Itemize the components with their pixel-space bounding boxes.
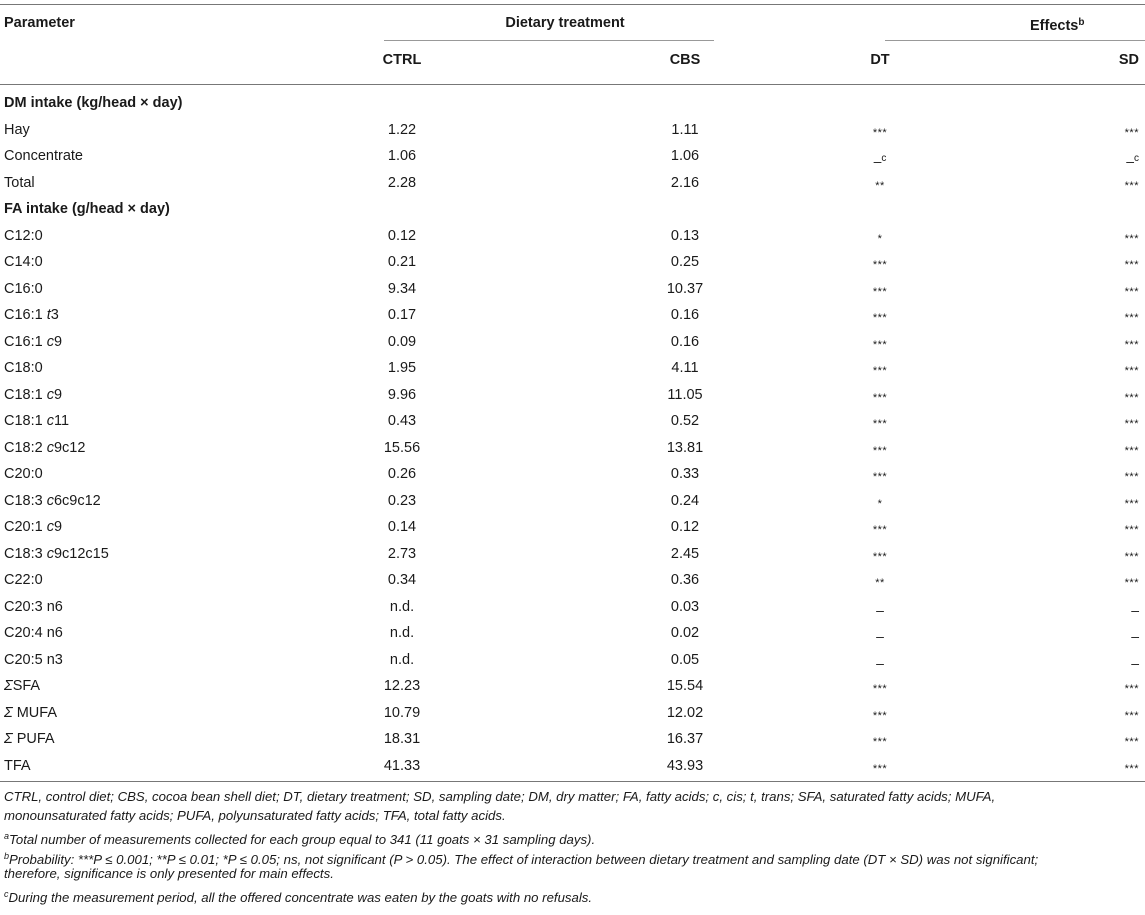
param-text: C18:2 [4, 439, 47, 456]
footnote-text: CTRL, control diet; CBS, cocoa bean shell diet; DT, dietary treatment; SD, sampling date; DM, dry matter; FA, fatty acids; c, cis; t, trans; SFA, saturated fatty acids; MUFA, [4, 789, 996, 804]
ctrl-value: 2.28 [387, 174, 417, 191]
dt-effect-value: *** [872, 683, 888, 695]
ctrl-value: 15.56 [383, 439, 421, 456]
row-parameter [4, 121, 30, 139]
ctrl-value: 0.17 [387, 307, 417, 323]
footnote-marker: a [4, 830, 10, 841]
row-parameter [4, 518, 62, 536]
sd-effect-value: *** [1124, 762, 1139, 775]
row-parameter [4, 624, 63, 642]
sd-effect-value: *** [1124, 126, 1139, 139]
dt-effect [820, 361, 940, 379]
param-text: C18:1 [4, 386, 47, 403]
param-text: C20:1 [4, 519, 47, 535]
ctrl-value: 0.26 [387, 466, 417, 482]
dt-effect [820, 255, 940, 273]
ctrl-value: n.d. [389, 625, 415, 641]
param-italic: c [46, 413, 54, 429]
sd-effect-value: *** [1124, 524, 1139, 536]
param-suffix: 9 [53, 333, 63, 350]
sd-effect [1059, 467, 1139, 485]
dt-effect [820, 706, 940, 724]
param-italic: Σ [4, 704, 13, 721]
footnote-text: monounsaturated fatty acids; PUFA, polyunsaturated fatty acids; TFA, total fatty acids. [4, 807, 506, 823]
row-parameter [4, 386, 62, 404]
sd-effect [1059, 494, 1139, 512]
param-italic: c [46, 333, 54, 350]
param-text: C18:3 [4, 492, 47, 509]
dt-effect [820, 414, 940, 432]
sd-effect-value: *** [1124, 338, 1139, 351]
dt-effect-value: *** [872, 762, 888, 775]
cbs-value: 0.16 [670, 333, 700, 350]
sd-effect-value: *** [1124, 471, 1139, 483]
param-text: C22:0 [4, 572, 43, 588]
dt-effect [820, 388, 940, 406]
param-text: Hay [4, 121, 30, 138]
dt-effect [820, 123, 940, 141]
dt-effect [820, 150, 940, 171]
footnote-text: Total number of measurements collected for each group equal to 341 (11 goats × 31 sampling days). [9, 831, 596, 847]
footnote-line [4, 789, 995, 806]
sd-effect [1059, 229, 1139, 247]
param-italic: c [46, 519, 54, 535]
param-text: C18:3 [4, 545, 47, 562]
param-text: C16:1 [4, 333, 47, 350]
ctrl-value: 0.14 [387, 519, 417, 535]
dt-effect-value: – [873, 153, 882, 169]
param-italic: c [46, 386, 54, 403]
ctrl-value: 0.34 [387, 572, 417, 588]
sd-effect [1059, 627, 1139, 646]
footnote-text: Probability: ***P ≤ 0.001; **P ≤ 0.01; *P ≤ 0.05; ns, not significant (P > 0.05). The effect of interaction between dietary treatment and sampling date (DT × SD) was not significant; [9, 851, 1039, 867]
ctrl-value: 12.23 [383, 678, 421, 694]
footnote-line [4, 848, 1038, 869]
cbs-value: 15.54 [666, 678, 704, 694]
row-parameter [4, 571, 43, 589]
row-parameter [4, 704, 57, 722]
footnote-line [4, 866, 334, 883]
sd-effect [1059, 150, 1139, 171]
cbs-value: 1.11 [671, 121, 699, 138]
row-parameter [4, 492, 101, 510]
cbs-value: 11.05 [667, 386, 703, 403]
ctrl-value: 9.96 [387, 386, 417, 403]
header-ctrl: CTRL [382, 52, 422, 68]
dt-effect-value: *** [872, 259, 888, 271]
param-text: C14:0 [4, 254, 43, 270]
param-text: C18:0 [4, 360, 43, 376]
dt-effect-value: *** [872, 471, 888, 483]
cbs-value: 0.12 [670, 519, 700, 535]
footnote-marker: c [4, 889, 9, 899]
dt-effect-sup: c [881, 153, 887, 164]
param-text: C20:5 n3 [4, 651, 63, 668]
header-cbs: CBS [669, 52, 701, 68]
param-suffix: 9 [53, 519, 63, 535]
sd-effect-value: *** [1124, 709, 1139, 722]
effects-rule [885, 40, 1145, 41]
sd-effect-sup: c [1134, 153, 1139, 164]
sd-effect [1059, 732, 1139, 750]
sd-effect [1059, 520, 1139, 538]
cbs-value: 0.16 [670, 307, 700, 323]
header-effects-label: Effects [1030, 18, 1079, 34]
row-parameter [4, 280, 43, 298]
param-suffix: PUFA [12, 731, 55, 747]
sd-effect [1059, 573, 1139, 591]
header-dietary-treatment: Dietary treatment [505, 15, 625, 31]
ctrl-value: 2.73 [387, 545, 417, 562]
param-italic: t [46, 307, 51, 323]
dt-effect-value: *** [872, 524, 888, 536]
row-parameter [4, 147, 83, 165]
footnote-marker: b [4, 850, 10, 861]
footnote-text: therefore, significance is only presented for main effects. [4, 866, 334, 881]
dt-effect-value: *** [872, 338, 888, 351]
param-text: Total [4, 174, 35, 191]
footnote-line [4, 886, 592, 907]
cbs-value: 13.81 [666, 439, 704, 456]
param-suffix: 9c12c15 [53, 545, 109, 562]
row-parameter [4, 359, 43, 377]
dt-effect [820, 441, 940, 459]
param-italic: Σ [4, 731, 13, 747]
dt-effect [820, 520, 940, 538]
ctrl-value: 0.12 [387, 227, 417, 244]
dt-effect-value: *** [872, 736, 888, 748]
row-parameter [4, 598, 63, 616]
cbs-value: 0.05 [670, 651, 700, 668]
sd-effect-value: – [1126, 153, 1134, 169]
dt-effect [820, 308, 940, 326]
sd-effect-value: *** [1124, 577, 1139, 589]
dietary-treatment-rule [384, 40, 714, 41]
sd-effect [1059, 282, 1139, 300]
header-effects-sup: b [1078, 17, 1085, 28]
sd-effect-value: *** [1124, 312, 1139, 324]
param-suffix: 3 [50, 307, 59, 323]
dt-effect [820, 732, 940, 750]
cbs-value: 16.37 [666, 731, 704, 747]
param-text: C12:0 [4, 227, 43, 244]
row-parameter [4, 730, 55, 748]
row-parameter [4, 465, 43, 483]
sd-effect-value: – [1131, 654, 1139, 671]
header-dt: DT [870, 52, 890, 68]
sd-effect-value: *** [1124, 259, 1139, 271]
dt-effect [820, 229, 940, 247]
dt-effect [820, 467, 940, 485]
param-text: C20:4 n6 [4, 625, 63, 641]
dt-effect-value: *** [872, 391, 888, 404]
row-parameter [4, 757, 31, 775]
param-suffix: 9c12 [53, 439, 86, 456]
dt-effect [820, 601, 940, 620]
sd-effect-value: *** [1124, 550, 1139, 563]
ctrl-value: 1.06 [387, 148, 417, 164]
param-text: C16:1 [4, 307, 47, 323]
sd-effect [1059, 123, 1139, 141]
table-bottom-rule [0, 781, 1145, 782]
sd-effect-value: *** [1124, 497, 1139, 510]
dt-effect [820, 759, 940, 777]
ctrl-value: 1.22 [387, 121, 417, 138]
sd-effect [1059, 654, 1139, 673]
header-sd: SD [1118, 52, 1139, 68]
param-suffix: SFA [12, 678, 41, 694]
dt-effect-value: *** [872, 550, 888, 563]
cbs-value: 12.02 [666, 704, 704, 721]
param-suffix: 11 [53, 413, 70, 429]
dt-effect-value: *** [872, 418, 888, 430]
dt-effect-value: ** [875, 179, 885, 192]
dt-effect-value: *** [872, 126, 888, 139]
sd-effect [1059, 335, 1139, 353]
section-title: DM intake (kg/head × day) [4, 95, 183, 111]
ctrl-value: n.d. [389, 598, 415, 615]
param-text: C20:3 n6 [4, 598, 63, 615]
header-effects [1030, 14, 1145, 35]
param-suffix: 6c9c12 [53, 492, 101, 509]
footnote-line [4, 808, 506, 825]
param-italic: c [46, 439, 54, 456]
sd-effect-value: *** [1124, 418, 1139, 430]
row-parameter [4, 306, 59, 324]
sd-effect [1059, 388, 1139, 406]
dt-effect-value: *** [872, 709, 888, 722]
sd-effect [1059, 176, 1139, 194]
footnote-line [4, 828, 595, 849]
header-parameter: Parameter [4, 15, 75, 31]
param-text: C20:0 [4, 466, 43, 482]
dt-effect-value: – [876, 601, 884, 618]
sd-effect [1059, 547, 1139, 565]
sd-effect-value: *** [1124, 683, 1139, 695]
cbs-value: 0.24 [670, 492, 700, 509]
sd-effect [1059, 361, 1139, 379]
param-italic: c [46, 545, 54, 562]
dt-effect-value: *** [872, 312, 888, 324]
param-suffix: MUFA [12, 704, 58, 721]
dt-effect-value: – [876, 628, 884, 644]
dt-effect-value: * [877, 497, 883, 510]
dt-effect [820, 679, 940, 697]
row-parameter [4, 174, 35, 192]
param-text: C18:1 [4, 413, 47, 429]
dt-effect [820, 282, 940, 300]
sd-effect-value: *** [1124, 232, 1139, 245]
cbs-value: 2.45 [670, 545, 700, 562]
dt-effect [820, 573, 940, 591]
cbs-value: 0.36 [670, 572, 700, 588]
dt-effect-value: ** [875, 577, 885, 589]
cbs-value: 10.37 [666, 280, 704, 297]
cbs-value: 0.52 [670, 413, 700, 429]
sd-effect [1059, 441, 1139, 459]
ctrl-value: 0.43 [387, 413, 417, 429]
ctrl-value: 10.79 [383, 704, 421, 721]
sd-effect-value: – [1131, 628, 1139, 644]
sd-effect-value: *** [1124, 285, 1139, 298]
cbs-value: 4.11 [671, 360, 699, 376]
ctrl-value: 9.34 [387, 280, 417, 297]
ctrl-value: 0.23 [387, 492, 417, 509]
sd-effect [1059, 414, 1139, 432]
dt-effect-value: *** [872, 444, 888, 457]
dt-effect [820, 494, 940, 512]
param-italic: c [46, 492, 54, 509]
cbs-value: 0.25 [670, 254, 700, 270]
sd-effect [1059, 759, 1139, 777]
row-parameter [4, 677, 40, 695]
ctrl-value: 0.09 [387, 333, 417, 350]
sd-effect [1059, 308, 1139, 326]
row-parameter [4, 412, 69, 430]
dt-effect-value: *** [872, 285, 888, 298]
sd-effect [1059, 679, 1139, 697]
footnote-text: During the measurement period, all the offered concentrate was eaten by the goats with no refusals. [8, 890, 593, 905]
dt-effect [820, 654, 940, 673]
cbs-value: 0.13 [670, 227, 700, 244]
sd-effect-value: *** [1124, 391, 1139, 404]
ctrl-value: 0.21 [387, 254, 417, 270]
sd-effect-value: – [1131, 601, 1139, 618]
sd-effect-value: *** [1124, 365, 1139, 377]
section-title: FA intake (g/head × day) [4, 201, 170, 217]
sd-effect [1059, 255, 1139, 273]
param-text: Concentrate [4, 148, 83, 164]
row-parameter [4, 333, 62, 351]
param-text: TFA [4, 757, 31, 774]
row-parameter [4, 545, 109, 563]
cbs-value: 0.02 [670, 625, 700, 641]
dt-effect [820, 547, 940, 565]
sd-effect [1059, 601, 1139, 620]
cbs-value: 43.93 [666, 757, 704, 774]
dt-effect [820, 335, 940, 353]
ctrl-value: 1.95 [387, 360, 417, 376]
cbs-value: 0.33 [670, 466, 700, 482]
sd-effect-value: *** [1124, 736, 1139, 748]
sd-effect [1059, 706, 1139, 724]
cbs-value: 0.03 [670, 598, 700, 615]
row-parameter [4, 439, 85, 457]
row-parameter [4, 227, 43, 245]
header-bottom-rule [0, 84, 1145, 85]
dt-effect-value: – [876, 654, 884, 671]
ctrl-value: 41.33 [383, 757, 421, 774]
param-suffix: 9 [53, 386, 63, 403]
ctrl-value: n.d. [389, 651, 415, 668]
dt-effect [820, 627, 940, 646]
top-rule [0, 4, 1145, 5]
sd-effect-value: *** [1124, 444, 1139, 457]
dt-effect [820, 176, 940, 194]
row-parameter [4, 253, 43, 271]
cbs-value: 1.06 [670, 148, 700, 164]
dt-effect-value: *** [872, 365, 888, 377]
row-parameter [4, 651, 63, 669]
param-text: C16:0 [4, 280, 43, 297]
param-italic: Σ [4, 678, 13, 694]
ctrl-value: 18.31 [383, 731, 421, 747]
dt-effect-value: * [877, 232, 883, 245]
sd-effect-value: *** [1124, 179, 1139, 192]
cbs-value: 2.16 [670, 174, 700, 191]
